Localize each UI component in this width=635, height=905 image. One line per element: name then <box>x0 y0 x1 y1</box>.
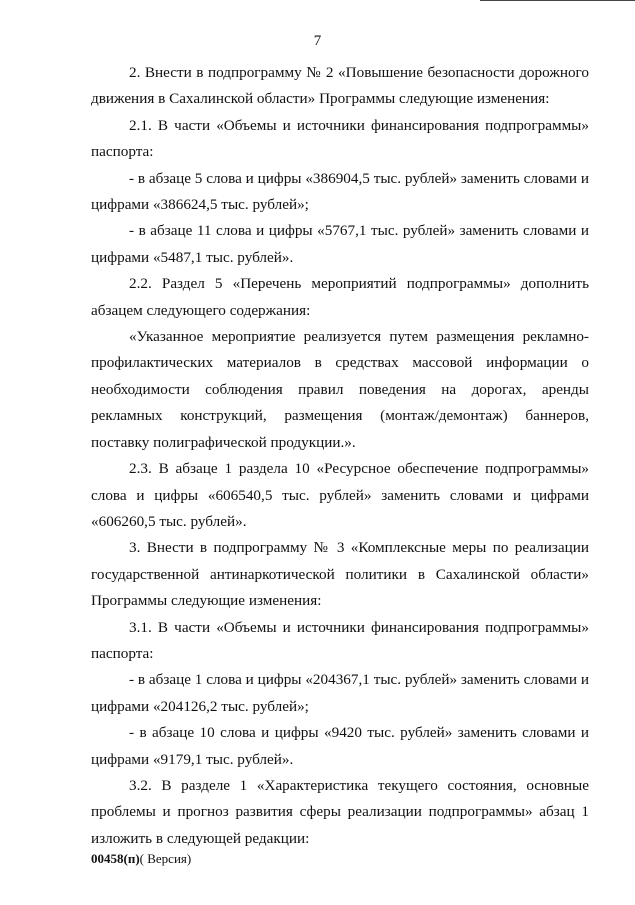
paragraph-3-1-item-1: - в абзаце 1 слова и цифры «204367,1 тыс. рублей» заменить словами и цифрами «204126,2 тыс. рублей»; <box>91 671 589 715</box>
page-number: 7 <box>313 33 322 49</box>
paragraph-3-1: 3.1. В части «Объемы и источники финансирования подпрограммы» паспорта: <box>91 618 589 662</box>
paragraph-3: 3. Внести в подпрограмму № 3 «Комплексные меры по реализации государственной антинаркотической политики в Сахалинской области» Программы следующие изменения: <box>91 539 589 610</box>
paragraph-2-1-item-1: - в абзаце 5 слова и цифры «386904,5 тыс. рублей» заменить словами и цифрами «386624,5 тыс. рублей»; <box>91 169 589 214</box>
paragraph-3-1-item-2: - в абзаце 10 слова и цифры «9420 тыс. рублей» заменить словами и цифрами «9179,1 тыс. рублей». <box>91 724 589 768</box>
document-body <box>91 60 589 852</box>
paragraph-2-3: 2.3. В абзаце 1 раздела 10 «Ресурсное обеспечение подпрограммы» слова и цифры «606540,5 тыс. рублей» заменить словами и цифрами «606260,5 тыс. рублей». <box>91 460 589 530</box>
version-label: ( Версия) <box>139 851 192 866</box>
paragraph-2: 2. Внести в подпрограмму № 2 «Повышение безопасности дорожного движения в Сахалинской области» Программы следующие изменения: <box>91 64 589 108</box>
paragraph-3-2: 3.2. В разделе 1 «Характеристика текущего состояния, основные проблемы и прогноз развития сферы реализации подпрограммы» абзац 1 изложить в следующей редакции: <box>91 776 589 847</box>
footer-doc-code <box>91 851 191 867</box>
top-rule <box>480 0 635 1</box>
paragraph-2-2-quote: «Указанное мероприятие реализуется путем размещения рекламно-профилактических материалов в средствах массовой информации о необходимости соблюдения правил поведения на дорогах, аренды рекламных конструкций, размещения (монтаж/демонтаж) баннеров, поставку полиграфической продукции.». <box>91 328 589 451</box>
paragraph-2-2: 2.2. Раздел 5 «Перечень мероприятий подпрограммы» дополнить абзацем следующего содержания: <box>91 275 589 319</box>
paragraph-2-1: 2.1. В части «Объемы и источники финансирования подпрограммы» паспорта: <box>91 116 589 161</box>
doc-code: 00458(п) <box>91 851 140 866</box>
paragraph-2-1-item-2: - в абзаце 11 слова и цифры «5767,1 тыс. рублей» заменить словами и цифрами «5487,1 тыс. рублей». <box>91 222 589 266</box>
